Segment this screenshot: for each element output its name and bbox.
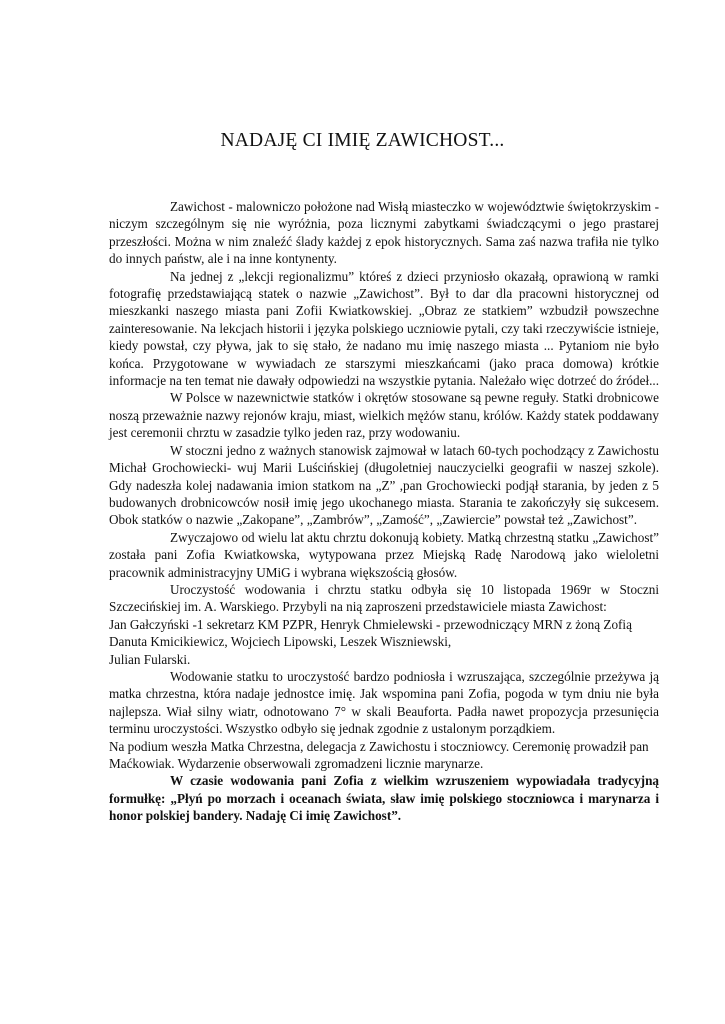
paragraph-guests: Jan Gałczyński -1 sekretarz KM PZPR, Henryk Chmielewski - przewodniczący MRN z żoną Zofią Danuta Kmicikiewicz, Wojciech Lipowski, Leszek Wiszniewski, — [109, 616, 632, 650]
paragraph-ceremony: Uroczystość wodowania i chrztu statku odbyła się 10 listopada 1969r w Stoczni Szczecińskiej im. A. Warskiego. Przybyli na nią zaproszeni przedstawiciele miasta Zawichost: — [109, 581, 659, 615]
paragraph-podium: Na podium weszła Matka Chrzestna, delegacja z Zawichostu i stoczniowcy. Ceremonię prowadził pan Maćkowiak. Wydarzenie obserwowali zgromadzeni licznie marynarze. — [109, 738, 649, 771]
paragraph-godmother: Zwyczajowo od wielu lat aktu chrztu dokonują kobiety. Matką chrzestną statku „Zawichost” została pani Zofia Kwiatkowska, wytypowana przez Miejską Radę Narodową jako wieloletni pracownik administracyjny UMiG i wybrana większością głosów. — [109, 529, 659, 580]
paragraph-guests-end: Julian Fularski. — [109, 651, 191, 667]
page-title: NADAJĘ CI IMIĘ ZAWICHOST... — [220, 130, 505, 151]
paragraph-regional-lesson: Na jednej z „lekcji regionalizmu” któreś z dzieci przyniosło okazałą, oprawioną w ramki fotografię przedstawiającą statek o nazwie „Zawichost”. Był to dar dla pracowni historycznej od mieszkanki naszego miasta pani Zofii Kwiatkowskiej. „Obraz ze statkiem” wzbudził powszechne zainteresowanie. Na lekcjach historii i języka polskiego uczniowie pytali, czy taki rzeczywiście istnieje, kiedy powstał, czy pływa, jak to się stało, że nadano mu imię naszego miasta ... Pytaniom nie było końca. Przygotowane w wywiadach ze starszymi mieszkańcami (jako praca domowa) krótkie informacje na ten temat nie dawały odpowiedzi na wszystkie pytania. Należało więc dotrzeć do źródeł... — [109, 268, 659, 389]
paragraph-shipyard: W stoczni jedno z ważnych stanowisk zajmował w latach 60-tych pochodzący z Zawichostu Michał Grochowiecki- wuj Marii Luścińskiej (długoletniej nauczycielki geografii w naszej szkole). Gdy nadeszła kolej nadawania imion statkom na „Z” ,pan Grochowiecki podjął starania, by jeden z 5 budowanych drobnicowców nosił imię jego ukochanego miasta. Starania te zakończyły się sukcesem. Obok statków o nazwie „Zakopane”, „Zambrów”, „Zamość”, „Zawiercie” powstał też „Zawichost”. — [109, 442, 659, 528]
paragraph-launch: Wodowanie statku to uroczystość bardzo podniosła i wzruszająca, szczególnie przeżywa ją matka chrzestna, która nadaje jednostce imię. Jak wspomina pani Zofia, pogoda w tym dniu nie była najlepsza. Wiał silny wiatr, odnotowano 7° w skali Beauforta. Padła nawet propozycja przesunięcia terminu uroczystości. Wszystko odbyło się jednak zgodnie z ustalonym porządkiem. — [109, 668, 659, 737]
document-body — [109, 198, 659, 825]
paragraph-intro: Zawichost - malowniczo położone nad Wisłą miasteczko w województwie świętokrzyskim - niczym szczególnym się nie wyróżnia, poza licznymi zabytkami świadczącymi o jego prastarej przeszłości. Można w nim znaleźć ślady każdej z epok historycznych. Sama zaś nazwa trafiła nie tylko do innych państw, ale i na inne kontynenty. — [109, 199, 659, 267]
paragraph-naming-rules: W Polsce w nazewnictwie statków i okrętów stosowane są pewne reguły. Statki drobnicowe noszą przeważnie nazwy rejonów kraju, miast, wielkich mężów stanu, królów. Każdy statek poddawany jest ceremonii chrztu w zasadzie tylko jeden raz, przy wodowaniu. — [109, 390, 659, 441]
paragraph-formula: W czasie wodowania pani Zofia z wielkim wzruszeniem wypowiadała tradycyjną formułkę: „Płyń po morzach i oceanach świata, sław imię polskiego stoczniowca i marynarza i honor polskiej bandery. Nadaję Ci imię Zawichost”. — [109, 773, 659, 824]
